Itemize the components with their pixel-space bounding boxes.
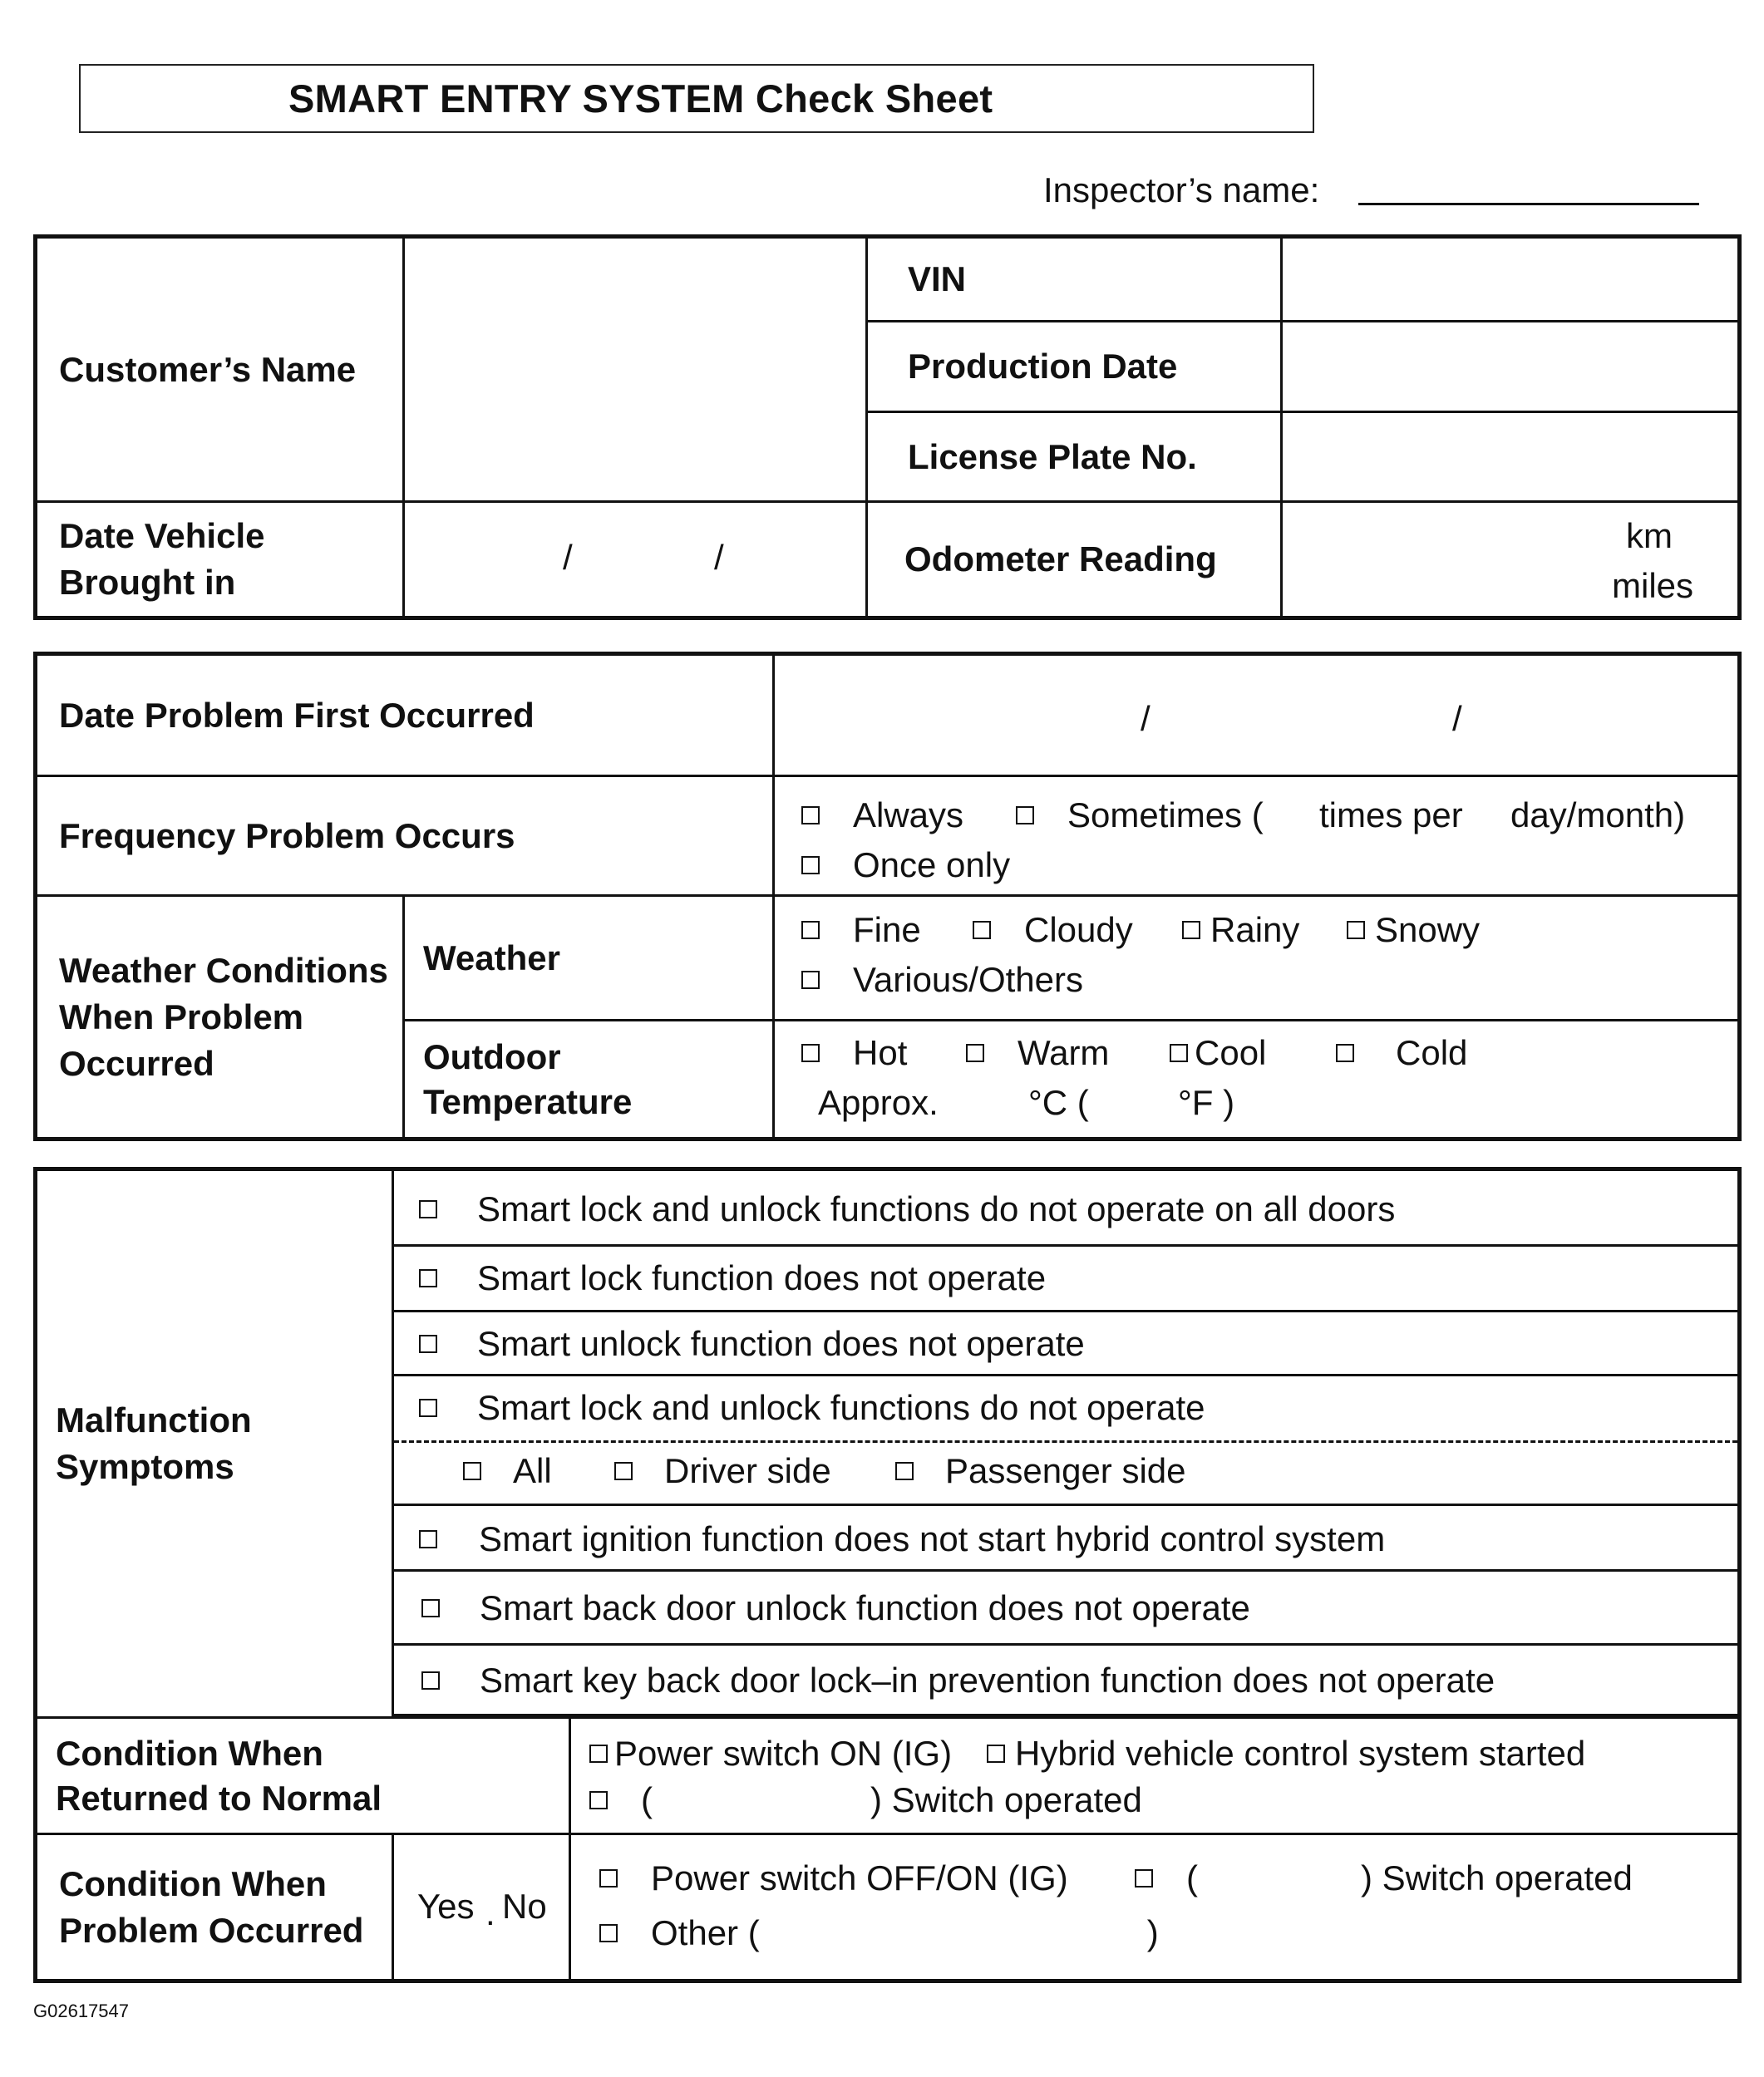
checkbox-icon[interactable] xyxy=(895,1462,914,1480)
frequency-label: Frequency Problem Occurs xyxy=(37,776,774,896)
checkbox-icon[interactable] xyxy=(801,1044,820,1062)
date-separator: / xyxy=(714,538,724,577)
date-separator: / xyxy=(1141,699,1151,738)
km-label: km xyxy=(1626,516,1673,555)
symptom-item-with-sub-options xyxy=(393,1376,1739,1505)
customer-name-field[interactable] xyxy=(404,238,867,502)
checkbox-icon[interactable] xyxy=(419,1200,437,1218)
date-brought-in-field[interactable] xyxy=(404,502,867,618)
option-fine[interactable]: Fine xyxy=(801,910,921,950)
weather-options xyxy=(774,896,1739,1021)
checkbox-icon[interactable] xyxy=(599,1924,618,1942)
weather-label: Weather xyxy=(404,896,774,1021)
weather-conditions-label: Weather Conditions When Problem Occurred xyxy=(37,896,404,1139)
no-text: No xyxy=(502,1887,547,1926)
returned-normal-options xyxy=(570,1718,1739,1834)
checkbox-icon[interactable] xyxy=(419,1530,437,1548)
checkbox-icon[interactable] xyxy=(1336,1044,1354,1062)
inspector-label: Inspector’s name: xyxy=(1043,170,1320,209)
date-brought-in-label: Date Vehicle Brought in xyxy=(37,502,404,618)
option-power-switch-on[interactable]: Power switch ON (IG) xyxy=(589,1734,952,1774)
symptom-item[interactable]: Smart lock and unlock functions do not operate on all doors xyxy=(393,1170,1739,1246)
option-passenger-side[interactable]: Passenger side xyxy=(895,1451,1186,1491)
checkbox-icon[interactable] xyxy=(421,1671,440,1690)
option-all[interactable]: All xyxy=(463,1451,552,1491)
option-hybrid-started[interactable]: Hybrid vehicle control system started xyxy=(987,1734,1585,1774)
approx-text: Approx. xyxy=(818,1083,939,1122)
odometer-label: Odometer Reading xyxy=(867,502,1282,618)
option-warm[interactable]: Warm xyxy=(966,1033,1109,1073)
option-snowy[interactable]: Snowy xyxy=(1347,910,1480,950)
checkbox-icon[interactable] xyxy=(589,1791,608,1809)
symptom-item[interactable]: Smart lock and unlock functions do not operate xyxy=(419,1388,1205,1428)
fahrenheit-text: °F ) xyxy=(1178,1083,1235,1122)
checkbox-icon[interactable] xyxy=(801,971,820,989)
symptom-item[interactable]: Smart unlock function does not operate xyxy=(393,1312,1739,1376)
symptom-item[interactable]: Smart ignition function does not start hybrid control system xyxy=(393,1505,1739,1571)
checkbox-icon[interactable] xyxy=(419,1269,437,1287)
celsius-text: °C ( xyxy=(1028,1083,1089,1122)
date-first-field[interactable] xyxy=(774,655,1739,776)
checkbox-icon[interactable] xyxy=(419,1399,437,1417)
checkbox-icon[interactable] xyxy=(801,856,820,874)
dot-text: . xyxy=(485,1893,495,1932)
date-separator: / xyxy=(1452,699,1462,738)
inspector-name-field[interactable] xyxy=(1358,203,1699,205)
symptom-item[interactable]: Smart back door unlock function does not operate xyxy=(393,1571,1739,1645)
option-rainy[interactable]: Rainy xyxy=(1182,910,1299,950)
customer-name-label: Customer’s Name xyxy=(37,238,404,502)
production-date-field[interactable] xyxy=(1282,322,1739,412)
odometer-field[interactable] xyxy=(1282,502,1739,618)
symptoms-table xyxy=(35,1169,1740,1981)
checkbox-icon[interactable] xyxy=(1016,806,1034,824)
checkbox-icon[interactable] xyxy=(589,1745,608,1763)
yes-no-field[interactable] xyxy=(393,1834,570,1981)
checkbox-icon[interactable] xyxy=(421,1599,440,1617)
returned-normal-label: Condition When Returned to Normal xyxy=(37,1718,570,1834)
license-plate-field[interactable] xyxy=(1282,412,1739,502)
option-cloudy[interactable]: Cloudy xyxy=(973,910,1133,950)
checkbox-icon[interactable] xyxy=(973,921,991,939)
vin-field[interactable] xyxy=(1282,238,1739,322)
vehicle-info-table xyxy=(35,236,1740,618)
checkbox-icon[interactable] xyxy=(966,1044,984,1062)
option-cool[interactable]: Cool xyxy=(1170,1033,1266,1073)
malfunction-symptoms-label: Malfunction Symptoms xyxy=(37,1170,393,1718)
symptom-item[interactable]: Smart lock function does not operate xyxy=(393,1246,1739,1312)
miles-label: miles xyxy=(1612,566,1694,605)
date-separator: / xyxy=(563,538,573,577)
dashed-divider xyxy=(394,1440,1737,1443)
checkbox-icon[interactable] xyxy=(801,921,820,939)
option-sometimes[interactable]: Sometimes ( xyxy=(1016,795,1264,835)
frequency-options xyxy=(774,776,1739,896)
checkbox-icon[interactable] xyxy=(987,1745,1005,1763)
checkbox-icon[interactable] xyxy=(1347,921,1365,939)
date-first-label: Date Problem First Occurred xyxy=(37,655,774,776)
option-other[interactable]: Other ( ) xyxy=(599,1913,1159,1953)
checkbox-icon[interactable] xyxy=(1182,921,1200,939)
checkbox-icon[interactable] xyxy=(801,806,820,824)
checkbox-icon[interactable] xyxy=(1135,1869,1153,1888)
problem-occurred-label: Condition When Problem Occurred xyxy=(37,1834,393,1981)
yes-text: Yes xyxy=(417,1887,475,1926)
option-once-only[interactable]: Once only xyxy=(801,845,1010,885)
checkbox-icon[interactable] xyxy=(1170,1044,1188,1062)
checkbox-icon[interactable] xyxy=(599,1869,618,1888)
page-title: SMART ENTRY SYSTEM Check Sheet xyxy=(288,76,993,121)
vin-label: VIN xyxy=(867,238,1282,322)
checkbox-icon[interactable] xyxy=(463,1462,481,1480)
option-driver-side[interactable]: Driver side xyxy=(614,1451,831,1491)
outdoor-temp-label: Outdoor Temperature xyxy=(404,1021,774,1139)
temperature-options xyxy=(774,1021,1739,1139)
option-various-others[interactable]: Various/Others xyxy=(801,960,1083,1000)
problem-occurred-options xyxy=(570,1834,1739,1981)
times-per-text: times per xyxy=(1319,795,1463,834)
production-date-label: Production Date xyxy=(867,322,1282,412)
checkbox-icon[interactable] xyxy=(419,1335,437,1353)
option-switch-operated[interactable]: ( ) Switch operated xyxy=(1135,1858,1633,1898)
title-box xyxy=(79,64,1314,133)
option-cold[interactable]: Cold xyxy=(1336,1033,1467,1073)
option-hot[interactable]: Hot xyxy=(801,1033,907,1073)
problem-info-table xyxy=(35,653,1740,1139)
symptom-item[interactable]: Smart key back door lock–in prevention function does not operate xyxy=(393,1645,1739,1715)
checkbox-icon[interactable] xyxy=(614,1462,633,1480)
figure-code: G02617547 xyxy=(33,2001,129,2021)
option-always[interactable]: Always xyxy=(801,795,963,835)
option-power-switch-off-on[interactable]: Power switch OFF/ON (IG) xyxy=(599,1858,1068,1898)
license-plate-label: License Plate No. xyxy=(867,412,1282,502)
option-switch-operated[interactable]: ( ) Switch operated xyxy=(589,1780,1142,1820)
day-month-text: day/month) xyxy=(1510,795,1686,834)
